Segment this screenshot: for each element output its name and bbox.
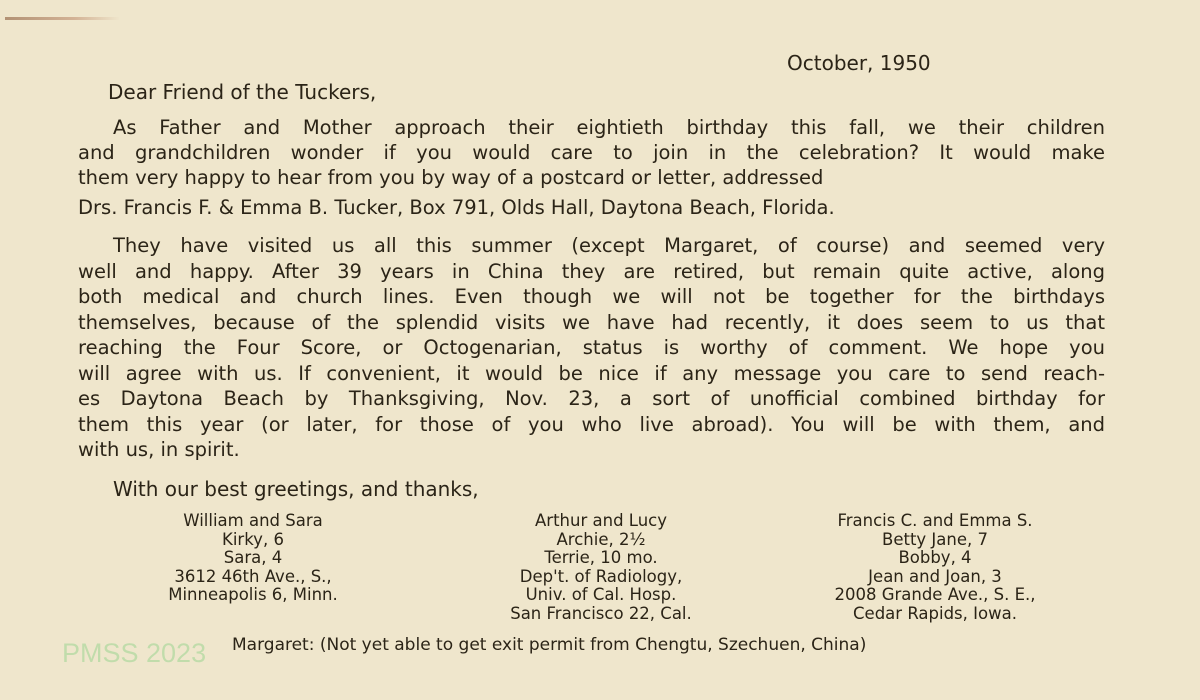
signature-line: Betty Jane, 7 <box>882 529 988 549</box>
address-line: Drs. Francis F. & Emma B. Tucker, Box 791, Olds Hall, Daytona Beach, Florida. <box>78 196 835 219</box>
signature-line: Minneapolis 6, Minn. <box>168 585 338 605</box>
paragraph-line: them very happy to hear from you by way of a postcard or letter, addressed <box>78 166 824 189</box>
signature-line: William and Sara <box>183 511 323 530</box>
paragraph-line: themselves, because of the splendid visits we have had recently, it does seem to us that <box>78 310 1105 334</box>
paper-stain <box>5 17 120 20</box>
paragraph-line: As Father and Mother approach their eightieth birthday this fall, we their children <box>113 116 1105 139</box>
signature-line: Cedar Rapids, Iowa. <box>853 603 1017 623</box>
signature-line: Terrie, 10 mo. <box>544 548 658 568</box>
paragraph-line: will agree with us. If convenient, it would be nice if any message you care to send reach- <box>78 361 1105 385</box>
signature-line: Bobby, 4 <box>898 548 972 568</box>
signature-line: 3612 46th Ave., S., <box>174 566 332 586</box>
signature-block-francis <box>770 512 1100 624</box>
paragraph-line: both medical and church lines. Even though we will not be together for the birthdays <box>78 285 1105 308</box>
paragraph-line: well and happy. After 39 years in China they are retired, but remain quite active, along <box>78 259 1105 283</box>
signature-line: Arthur and Lucy <box>535 511 667 530</box>
signature-block-arthur <box>436 512 766 624</box>
signature-block-william <box>88 512 418 605</box>
signature-line: Archie, 2½ <box>556 529 646 549</box>
closing: With our best greetings, and thanks, <box>113 477 479 501</box>
salutation: Dear Friend of the Tuckers, <box>108 80 377 104</box>
signature-line: 2008 Grande Ave., S. E., <box>834 585 1036 605</box>
signature-line: Francis C. and Emma S. <box>837 511 1033 530</box>
signature-line: Sara, 4 <box>223 548 283 568</box>
paragraph-line: es Daytona Beach by Thanksgiving, Nov. 23, a sort of unofficial combined birthday for <box>78 387 1105 410</box>
signature-line: Jean and Joan, 3 <box>868 566 1002 586</box>
margaret-note: Margaret: (Not yet able to get exit permit from Chengtu, Szechuen, China) <box>232 635 867 655</box>
signature-line: Dep't. of Radiology, <box>519 566 683 586</box>
watermark: PMSS 2023 <box>62 638 207 668</box>
paragraph-line: They have visited us all this summer (except Margaret, of course) and seemed very <box>113 234 1105 257</box>
signature-line: San Francisco 22, Cal. <box>510 603 692 623</box>
letter-date: October, 1950 <box>787 51 931 75</box>
paragraph-line: with us, in spirit. <box>78 438 240 461</box>
signature-line: Kirky, 6 <box>222 529 284 549</box>
paragraph-line: and grandchildren wonder if you would care to join in the celebration? It would make <box>78 141 1105 164</box>
paragraph-line: reaching the Four Score, or Octogenarian, status is worthy of comment. We hope you <box>78 336 1105 359</box>
signature-line: Univ. of Cal. Hosp. <box>525 585 677 605</box>
paragraph-line: them this year (or later, for those of you who live abroad). You will be with them, and <box>78 412 1105 436</box>
